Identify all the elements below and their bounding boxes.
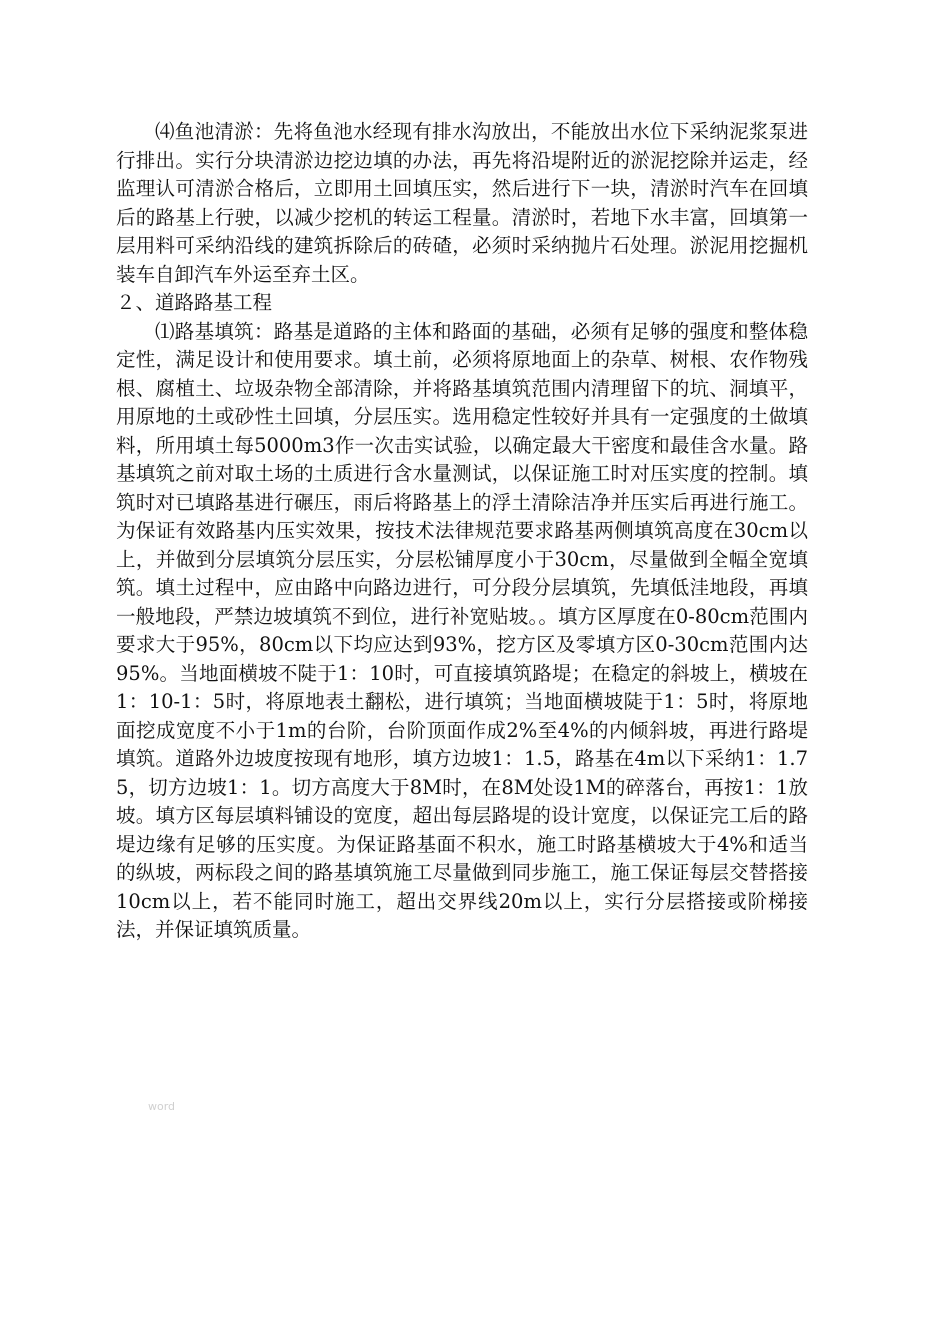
footer-watermark: word (148, 1100, 176, 1113)
section-heading-roadbed: ２、道路路基工程 (116, 291, 273, 314)
document-body (116, 118, 808, 945)
paragraph-fish-pond-dredging: ⑷鱼池清淤：先将鱼池水经现有排水沟放出，不能放出水位下采纳泥浆泵进行排出。实行分块清淤边挖边填的办法，再先将沿堤附近的淤泥挖除并运走，经监理认可清淤合格后，立即用土回填压实，然后进行下一块，清淤时汽车在回填后的路基上行驶，以减少挖机的转运工程量。清淤时，若地下水丰富，回填第一层用料可采纳沿线的建筑拆除后的砖碴，必须时采纳抛片石处理。淤泥用挖掘机装车自卸汽车外运至弃土区。 (116, 120, 808, 286)
paragraph-roadbed-filling: ⑴路基填筑：路基是道路的主体和路面的基础，必须有足够的强度和整体稳定性，满足设计和使用要求。填土前，必须将原地面上的杂草、树根、农作物残根、腐植土、垃圾杂物全部清除，并将路基填筑范围内清理留下的坑、洞填平，用原地的土或砂性土回填，分层压实。选用稳定性较好并具有一定强度的土做填料，所用填土每5000m3作一次击实试验，以确定最大干密度和最佳含水量。路基填筑之前对取土场的土质进行含水量测试，以保证施工时对压实度的控制。填筑时对已填路基进行碾压，雨后将路基上的浮土清除洁净并压实后再进行施工。为保证有效路基内压实效果，按技术法律规范要求路基两侧填筑高度在30cm以上，并做到分层填筑分层压实，分层松铺厚度小于30cm，尽量做到全幅全宽填筑。填土过程中，应由路中向路边进行，可分段分层填筑，先填低洼地段，再填一般地段，严禁边坡填筑不到位，进行补宽贴坡。。填方区厚度在0-80cm范围内要求大于95%，80cm以下均应达到93%，挖方区及零填方区0-30cm范围内达95%。当地面横坡不陡于1：10时，可直接填筑路堤；在稳定的斜坡上，横坡在1：10-1：5时，将原地表土翻松，进行填筑；当地面横坡陡于1：5时，将原地面挖成宽度不小于1m的台阶，台阶顶面作成2%至4%的内倾斜坡，再进行路堤填筑。道路外边坡度按现有地形，填方边坡1：1.5，路基在4m以下采纳1：1.75，切方边坡1：1。切方高度大于8M时，在8M处设1M的碎落台，再按1：1放坡。填方区每层填料铺设的宽度，超出每层路堤的设计宽度，以保证完工后的路堤边缘有足够的压实度。为保证路基面不积水，施工时路基横坡大于4%和适当的纵坡，两标段之间的路基填筑施工尽量做到同步施工，施工保证每层交替搭接10cm以上，若不能同时施工，超出交界线20m以上，实行分层搭接或阶梯接法，并保证填筑质量。 (116, 319, 808, 941)
